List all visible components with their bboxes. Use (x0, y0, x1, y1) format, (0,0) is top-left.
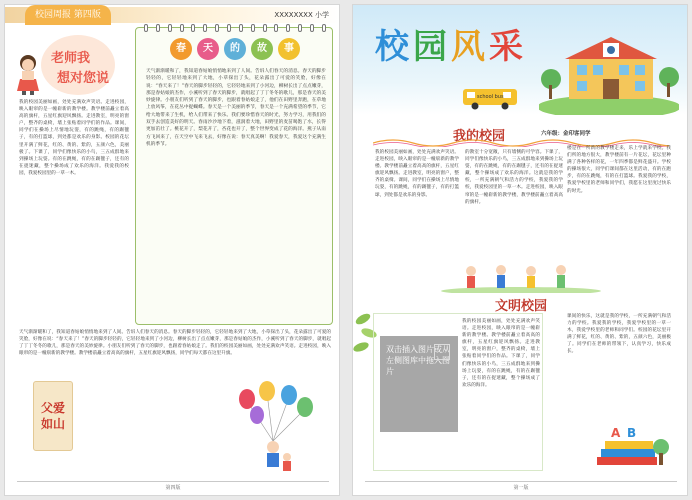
school-building-icon (539, 19, 679, 115)
masthead-title (375, 19, 527, 68)
teacher-title-line1: 老师我 (51, 51, 91, 66)
story-frame (135, 27, 333, 325)
my-school-heading: 我的校园 (453, 129, 506, 144)
photo-placeholder[interactable] (380, 336, 458, 432)
story-title-char: 的 (224, 38, 246, 60)
right-page-footer (353, 473, 688, 496)
story-title-char: 事 (278, 38, 300, 60)
dad-seal-line2: 如山 (40, 417, 65, 431)
header-tab: 校园周报 第四版 (25, 5, 111, 25)
header-school-name: XXXXXXXX 小学 (274, 11, 329, 19)
my-school-column-3: 楼是在一所新的教学楼走来，乐上学就来学校。我们所的地方很大，教学楼前有一片花坛，花坛里种满了各种各样的花，一年四季都是鲜花盛开。学校的操场很大，同学们课间都在这里活动，有的在跑步，有的在跳绳，有的在打篮球。我爱我的学校，我爱学校里的老师和同学们，我愿在这里度过快乐的时光。 (567, 146, 671, 194)
civil-campus-heading: 文明校园 (495, 299, 548, 314)
bus-label: school bus (477, 94, 504, 100)
civil-campus-frame (373, 313, 543, 471)
svg-text:A: A (611, 426, 621, 440)
story-title-char: 天 (197, 38, 219, 60)
my-school-column-1: 我的校园美丽如画，处处充满欢声笑语。走进校园，映入眼帘的是一幢崭新的教学楼。教学楼前矗立着高高的旗杆，五星红旗迎风飘扬。走进教室，明亮的窗户，整齐的桌椅。课间，同学们在操场上尽情地玩耍，有的跳绳，有的踢毽子，有的打篮球，到处都是欢乐的身影。 (375, 150, 459, 198)
story-title-char: 故 (251, 38, 273, 60)
grade-label: 六年级：金印客同学 (541, 131, 591, 137)
dad-seal (33, 381, 73, 451)
right-column-text: 课间的快乐，这就是我的学校，一所充满朝气和活力的学校。我爱我的学校，我爱学校里的一草一木，我爱学校里的老师和同学们。校园的花坛里开满了鲜花，红的、黄的、紫的，五颜六色，美丽极了。同学们在老师的带领下，认真学习，快乐成长。 (567, 314, 671, 355)
my-school-column-2: 的教室十分宽敞，只有墙侧的可学容。下课了，同学们像快乐的小鸟，三五成群地来到操场上玩耍，有的在跳绳，有的在踢毽子，还有的在捉迷藏，整个操场成了欢乐的海洋。这就是我的学校，一所充满朝气和活力的学校，我爱我的学校，我爱校园里的一草一木。走进校园，映入眼帘的是一幢崭新的教学楼，教学楼前矗立着高高的旗杆。 (465, 150, 563, 205)
right-page-number: 第一版 (513, 485, 529, 491)
school-bus-icon (461, 87, 521, 111)
masthead-title-char: 风 (451, 27, 487, 67)
civil-campus-text: 我的校园美丽如画，处处充满欢声笑语。走进校园，映入眼帘的是一幢崭新的教学楼。教学楼前矗立着高高的旗杆，五星红旗迎风飘扬。走进教室，明亮的窗户，整齐的桌椅，墙上张贴着同学们的作品。下课了，同学们像快乐的小鸟，三五成群地来到操场上玩耍，有的在跳绳，有的在踢毽子，还有的在捉迷藏，整个操场成了欢乐的海洋。 (462, 319, 540, 388)
image-placeholder-icon (434, 344, 450, 360)
balloons-illustration-icon (227, 381, 319, 473)
story-title-char: 春 (170, 38, 192, 60)
masthead-title-char: 园 (413, 27, 449, 67)
kids-group-icon (441, 261, 601, 293)
bottom-article-text: 天气渐渐暖和了，我知道春姑娘悄悄地来到了人间。告诉人们春天的消息。春天的脚步轻轻的，它轻轻地来到了大地，小草探出了头，花朵露出了可爱的笑脸，好像在说：“春天来了！”春天的脚步轻轻的，它轻轻地来到了小河边，柳树长出了点点嫩芽，那是春姑娘的杰作，小溪听到了春天的脚步，就唱起了丁丁冬冬的歌儿，那是春天的美妙旋律。小朋友们听到了春天的脚步，也跟着春姑娘走了。我们的校园美丽如画，处处充满欢声笑语。走进校园，映入眼帘的是一幢崭新的教学楼。教学楼前矗立着高高的旗杆，五星红旗迎风飘扬，同学们每天都在这里升旗。 (19, 330, 331, 357)
notebook-rings (144, 24, 326, 32)
books-illustration-icon (591, 423, 675, 473)
right-page (352, 4, 688, 496)
teacher-title-line2: 想对您说 (57, 71, 110, 86)
left-page-footer (5, 473, 340, 496)
svg-text:B: B (627, 426, 637, 440)
story-text: 天气渐渐暖和了，我知道春姑娘悄悄地来到了人间。告诉人们春天的消息。春天的脚步轻轻的，它轻轻地来到了大地，小草探出了头，花朵露出了可爱的笑脸，好像在说：“春天来了！”春天的脚步轻轻的，它轻轻地来到了小河边，柳树长出了点点嫩芽，那是春姑娘的杰作，小溪听到了春天的脚步，就唱起了丁丁冬冬的歌儿，那是春天的美妙旋律。小朋友们听到了春天的脚步，也跟着春姑娘走了，他们在田野里奔跑，在草地上放风筝，在花丛中捉蝴蝶。春天是一个美丽的季节，春天是一个充满希望的季节，它给大地带来了生机，给人们带来了快乐。我们要珍惜春天的时光，努力学习，用我们的双手去创造美好的明天。春雨沙沙地下着，滋润着大地，田野里的麦苗喝饱了水，长得更加茁壮了。桃花开了，梨花开了，杏花也开了，整个世界变成了花的海洋。燕子从南方飞回来了，在天空中飞来飞去，好像在说：春天真美啊！我爱春天，我爱这个充满生机的季节。 (146, 69, 326, 147)
masthead-title-char: 采 (489, 27, 525, 67)
dad-seal-line1: 父爱 (40, 401, 65, 415)
girl-illustration-icon (13, 53, 43, 95)
masthead (353, 5, 688, 115)
left-column-text: 我的校园美丽如画，处处充满欢声笑语。走进校园，映入眼帘的是一幢崭新的教学楼。教学楼前矗立着高高的旗杆，五星红旗迎风飘扬。走进教室，明亮的窗户，整齐的桌椅，墙上张贴着同学们的作品。课间，同学们在操场上尽情地玩耍，有的跳绳，有的踢毽子，有的打篮球，到处都是欢乐的身影。校园的花坛里开满了鲜花，红的、黄的、紫的，五颜六色，美丽极了。下课了，同学们像快乐的小鸟，三五成群地来到操场上玩耍。有的在跳绳，有的在踢毽子，还有的在捉迷藏，整个操场成了欢乐的海洋。我爱我的校园，我爱校园里的一草一木。 (19, 100, 129, 176)
masthead-title-char: 校 (375, 27, 411, 67)
photo-placeholder-text: 双击插入图片或从左侧图库中拖入图片 (386, 345, 450, 376)
story-title (170, 38, 300, 62)
left-page-number: 第四版 (165, 485, 181, 491)
left-page (4, 4, 340, 496)
